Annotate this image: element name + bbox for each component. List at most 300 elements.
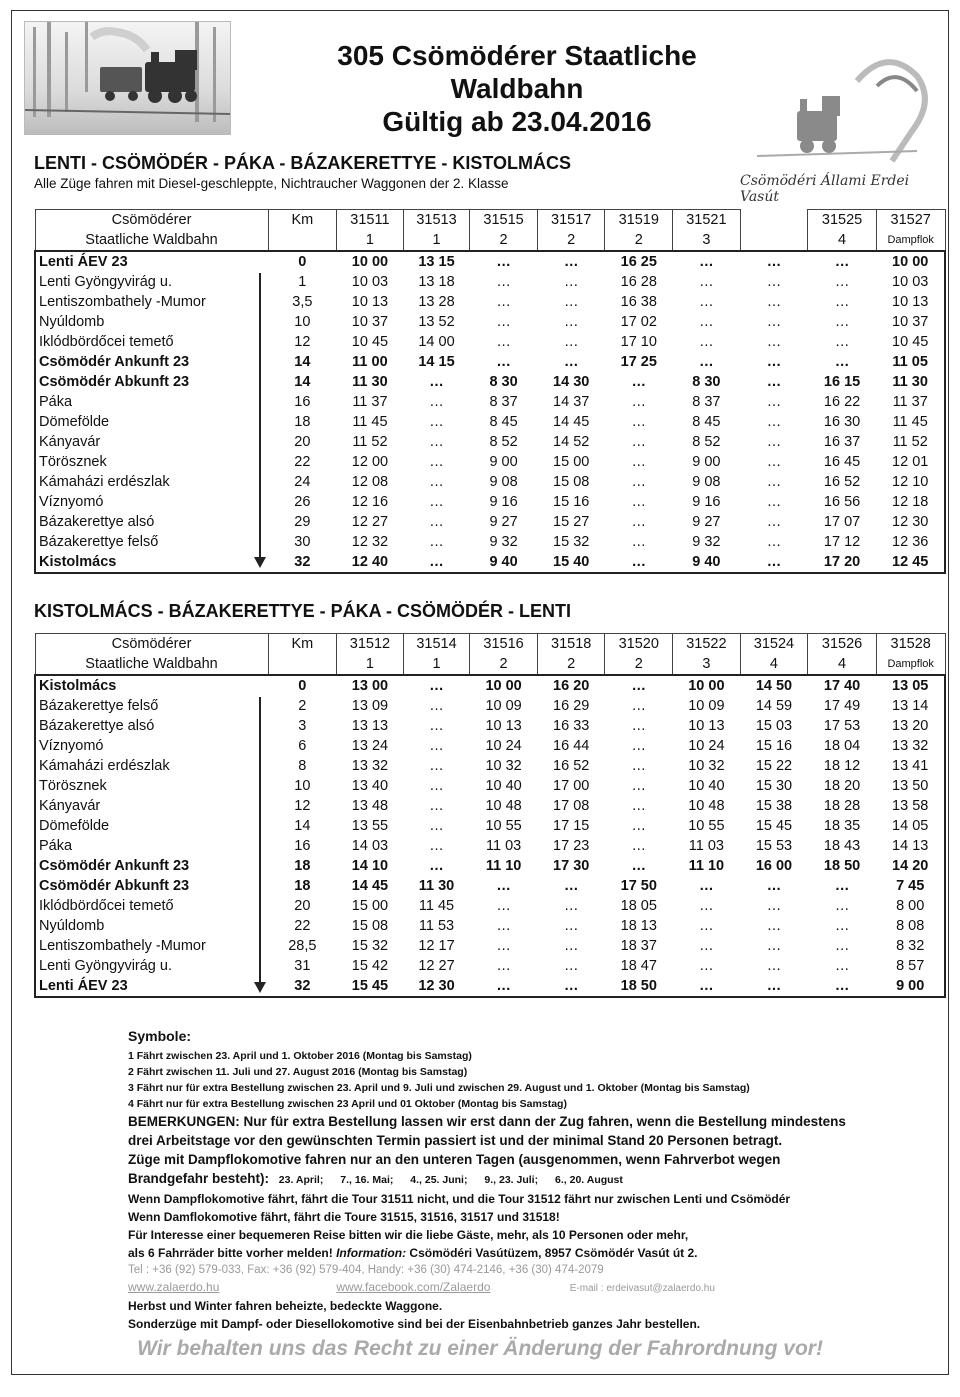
station-name: Dömefölde bbox=[35, 816, 268, 836]
station-name: Lentiszombathely -Mumor bbox=[35, 292, 268, 312]
header-train-cell: 31519 bbox=[605, 210, 673, 231]
time-cell: 13 40 bbox=[351, 778, 389, 794]
time-cell: 16 15 bbox=[823, 374, 861, 390]
table-row bbox=[35, 332, 945, 352]
time-cell: 9 16 bbox=[692, 494, 721, 510]
time-cell: … bbox=[403, 675, 470, 696]
table-row bbox=[35, 816, 945, 836]
header-train-cell: 3 bbox=[673, 654, 741, 675]
km-value: 1 bbox=[298, 274, 307, 290]
time-cell: 13 28 bbox=[418, 294, 455, 310]
km-value: 28,5 bbox=[288, 938, 317, 954]
time-cell: … bbox=[673, 251, 741, 272]
info-bicycles: als 6 Fahrräder bitte vorher melden! bbox=[128, 1246, 333, 1260]
header-train-cell: 1 bbox=[337, 230, 404, 251]
time-cell: 11 00 bbox=[352, 354, 388, 370]
table-row bbox=[35, 796, 945, 816]
time-cell: … bbox=[834, 274, 850, 290]
table-row bbox=[35, 392, 945, 412]
table-row bbox=[35, 956, 945, 976]
time-cell: … bbox=[563, 938, 579, 954]
time-cell: 9 32 bbox=[489, 534, 518, 550]
table-row bbox=[35, 292, 945, 312]
header-train-cell: 2 bbox=[605, 230, 673, 251]
time-cell: 15 16 bbox=[553, 494, 590, 510]
header-train-cell: 4 bbox=[808, 230, 877, 251]
time-cell: … bbox=[766, 414, 782, 430]
time-cell: … bbox=[563, 274, 579, 290]
time-cell: 13 05 bbox=[876, 675, 945, 696]
header-train-cell: 31528 bbox=[876, 634, 945, 655]
time-cell: 11 30 bbox=[418, 878, 455, 894]
time-cell: … bbox=[834, 918, 850, 934]
time-cell: 17 12 bbox=[823, 534, 861, 550]
symbols-heading: Symbole: bbox=[128, 1028, 192, 1044]
table-row bbox=[35, 512, 945, 532]
time-cell: 11 03 bbox=[485, 838, 522, 854]
time-cell: 15 45 bbox=[337, 976, 404, 997]
time-cell: 17 02 bbox=[620, 314, 657, 330]
table-row bbox=[35, 532, 945, 552]
time-cell: … bbox=[631, 394, 647, 410]
time-cell: 12 16 bbox=[351, 494, 389, 510]
header-railway-name: Csömödérer bbox=[35, 210, 268, 231]
links-line bbox=[128, 1279, 888, 1297]
time-cell: 18 50 bbox=[823, 858, 861, 874]
header-train-cell: 31522 bbox=[673, 634, 741, 655]
time-cell: 14 45 bbox=[553, 414, 590, 430]
station-name: Páka bbox=[35, 836, 268, 856]
time-cell: … bbox=[563, 878, 579, 894]
time-cell: … bbox=[631, 514, 647, 530]
time-cell: … bbox=[429, 454, 444, 470]
km-value: 6 bbox=[298, 738, 307, 754]
time-cell: … bbox=[496, 898, 511, 914]
time-cell: 10 37 bbox=[351, 314, 389, 330]
time-cell: … bbox=[766, 878, 782, 894]
time-cell: 12 32 bbox=[351, 534, 389, 550]
time-cell: … bbox=[699, 274, 714, 290]
steam-note-2: Wenn Damflokomotive fährt, fährt die Toure 31515, 31516, 31517 und 31518! bbox=[128, 1210, 560, 1224]
table-row bbox=[35, 836, 945, 856]
table-row bbox=[35, 876, 945, 896]
website-link[interactable]: www.zalaerdo.hu bbox=[128, 1280, 220, 1294]
time-cell: 10 24 bbox=[485, 738, 522, 754]
time-cell: … bbox=[563, 354, 579, 370]
time-cell: … bbox=[631, 718, 647, 734]
time-cell: 16 52 bbox=[823, 474, 861, 490]
time-cell: 8 08 bbox=[876, 916, 945, 936]
time-cell: … bbox=[834, 938, 850, 954]
time-cell: 13 09 bbox=[351, 698, 389, 714]
time-cell: 16 25 bbox=[605, 251, 673, 272]
steam-date: 23. April; bbox=[278, 1174, 324, 1186]
time-cell: 12 08 bbox=[351, 474, 389, 490]
notes-block bbox=[128, 1028, 888, 1333]
time-cell: … bbox=[631, 818, 647, 834]
time-cell: 12 27 bbox=[418, 958, 455, 974]
time-cell: … bbox=[537, 251, 605, 272]
time-cell: 18 12 bbox=[823, 758, 861, 774]
km-value: 14 bbox=[294, 354, 311, 370]
time-cell: … bbox=[470, 976, 538, 997]
time-cell: 10 37 bbox=[876, 312, 945, 332]
time-cell: 17 10 bbox=[620, 334, 657, 350]
time-cell: 14 45 bbox=[351, 878, 389, 894]
page-title bbox=[302, 39, 732, 138]
time-cell: … bbox=[766, 938, 782, 954]
station-name: Törösznek bbox=[35, 452, 268, 472]
header-train-cell: 4 bbox=[808, 654, 877, 675]
time-cell: … bbox=[429, 798, 444, 814]
time-cell: 18 35 bbox=[823, 818, 861, 834]
timetable-page bbox=[11, 10, 949, 1375]
km-value: 16 bbox=[294, 394, 311, 410]
time-cell: 15 40 bbox=[537, 552, 605, 573]
time-cell: … bbox=[631, 738, 647, 754]
time-cell: 17 08 bbox=[553, 798, 590, 814]
table-row bbox=[35, 976, 945, 997]
time-cell: 16 38 bbox=[620, 294, 657, 310]
time-cell: … bbox=[496, 938, 511, 954]
steam-train-photo bbox=[24, 21, 231, 135]
time-cell: 8 57 bbox=[876, 956, 945, 976]
table-row bbox=[35, 312, 945, 332]
time-cell: 16 56 bbox=[823, 494, 861, 510]
station-name: Nyúldomb bbox=[35, 916, 268, 936]
time-cell: 18 28 bbox=[823, 798, 861, 814]
remark-line-2: drei Arbeitstage vor den gewünschten Termin passiert ist und der minimal Stand 20 Personen betragt. bbox=[128, 1133, 783, 1148]
header-row bbox=[35, 654, 945, 675]
time-cell: 11 30 bbox=[876, 372, 945, 392]
time-cell: 8 37 bbox=[692, 394, 721, 410]
km-value: 3,5 bbox=[292, 294, 313, 310]
km-value: 24 bbox=[294, 474, 311, 490]
time-cell: 11 37 bbox=[352, 394, 388, 410]
table-row bbox=[35, 675, 945, 696]
km-value: 18 bbox=[294, 858, 311, 874]
header-train-cell: 2 bbox=[537, 230, 605, 251]
time-cell: 14 37 bbox=[553, 394, 590, 410]
table-row bbox=[35, 736, 945, 756]
station-name: Csömödér Ankunft 23 bbox=[35, 856, 268, 876]
time-cell: 11 53 bbox=[418, 918, 455, 934]
time-cell: 15 32 bbox=[351, 938, 389, 954]
time-cell: … bbox=[740, 552, 808, 573]
time-cell: 13 15 bbox=[403, 251, 470, 272]
header-row bbox=[35, 230, 945, 251]
time-cell: … bbox=[834, 334, 850, 350]
remark-line-3: Züge mit Dampflokomotive fahren nur an den unteren Tagen (ausgenommen, wenn Fahrverbot wegen bbox=[128, 1152, 781, 1167]
info-line-1: Für Interesse einer bequemeren Reise bitten wir die liebe Gäste, mehr, als 10 Personen oder mehr, bbox=[128, 1228, 689, 1242]
station-name: Dömefölde bbox=[35, 412, 268, 432]
time-cell: 18 43 bbox=[823, 838, 861, 854]
time-cell: … bbox=[834, 898, 850, 914]
time-cell: … bbox=[766, 514, 782, 530]
header-train-cell: 1 bbox=[403, 654, 470, 675]
time-cell: 16 28 bbox=[620, 274, 657, 290]
footnote-4: 4 Fährt nur für extra Bestellung zwischen 23 April und 01 Oktober (Montag bis Samstag) bbox=[128, 1098, 567, 1110]
time-cell: 14 59 bbox=[755, 698, 793, 714]
time-cell: 9 16 bbox=[489, 494, 518, 510]
time-cell: … bbox=[631, 758, 647, 774]
time-cell: … bbox=[766, 898, 782, 914]
time-cell: … bbox=[766, 354, 782, 370]
time-cell: 15 38 bbox=[755, 798, 793, 814]
time-cell: … bbox=[631, 858, 647, 874]
time-cell: … bbox=[766, 334, 782, 350]
time-cell: … bbox=[834, 314, 850, 330]
time-cell: 14 13 bbox=[876, 836, 945, 856]
footnote-1: 1 Fährt zwischen 23. April und 1. Oktober 2016 (Montag bis Samstag) bbox=[128, 1050, 472, 1062]
time-cell: 18 37 bbox=[620, 938, 657, 954]
time-cell: 13 32 bbox=[351, 758, 389, 774]
time-cell: 12 27 bbox=[351, 514, 389, 530]
time-cell: … bbox=[631, 798, 647, 814]
time-cell: … bbox=[429, 534, 444, 550]
time-cell: 9 27 bbox=[692, 514, 721, 530]
time-cell: 14 30 bbox=[553, 374, 590, 390]
time-cell: 13 55 bbox=[351, 818, 389, 834]
time-cell: 18 47 bbox=[620, 958, 657, 974]
time-cell: 10 45 bbox=[876, 332, 945, 352]
steam-date: 7., 16. Mai; bbox=[340, 1174, 394, 1186]
time-cell: 12 30 bbox=[403, 976, 470, 997]
facebook-link[interactable]: www.facebook.com/Zalaerdo bbox=[336, 1280, 491, 1294]
km-value: 18 bbox=[294, 414, 311, 430]
time-cell: … bbox=[429, 778, 444, 794]
time-cell: 11 03 bbox=[688, 838, 724, 854]
time-cell: 15 45 bbox=[755, 818, 793, 834]
time-cell: 13 00 bbox=[337, 675, 404, 696]
time-cell: 16 44 bbox=[553, 738, 590, 754]
time-cell: … bbox=[496, 918, 511, 934]
time-cell: … bbox=[766, 274, 782, 290]
time-cell: 10 03 bbox=[351, 274, 389, 290]
time-cell: … bbox=[429, 738, 444, 754]
time-cell: … bbox=[699, 918, 714, 934]
time-cell: 10 32 bbox=[688, 758, 725, 774]
time-cell: 18 20 bbox=[823, 778, 861, 794]
time-cell: … bbox=[631, 838, 647, 854]
time-cell: 15 03 bbox=[755, 718, 793, 734]
km-value: 20 bbox=[294, 434, 311, 450]
header-railway-name: Staatliche Waldbahn bbox=[35, 230, 268, 251]
contact-line: Tel : +36 (92) 579-033, Fax: +36 (92) 579-404, Handy: +36 (30) 474-2146, +36 (30) 474-2079 bbox=[128, 1264, 604, 1276]
time-cell: 17 53 bbox=[823, 718, 861, 734]
table-row bbox=[35, 916, 945, 936]
time-cell: … bbox=[766, 434, 782, 450]
time-cell: 13 52 bbox=[418, 314, 455, 330]
time-cell: 12 30 bbox=[876, 512, 945, 532]
time-cell: 9 00 bbox=[876, 976, 945, 997]
time-cell: 9 00 bbox=[692, 454, 721, 470]
header-km bbox=[268, 654, 337, 675]
time-cell: 10 13 bbox=[351, 294, 389, 310]
time-cell: 15 08 bbox=[351, 918, 389, 934]
time-cell: 10 48 bbox=[485, 798, 522, 814]
time-cell: … bbox=[766, 494, 782, 510]
time-cell: 12 17 bbox=[418, 938, 455, 954]
time-cell: … bbox=[605, 675, 673, 696]
time-cell: 18 05 bbox=[620, 898, 657, 914]
time-cell: 17 00 bbox=[553, 778, 590, 794]
time-cell: … bbox=[496, 314, 511, 330]
km-value: 22 bbox=[294, 918, 311, 934]
header-train-cell: 31525 bbox=[808, 210, 877, 231]
time-cell: … bbox=[429, 414, 444, 430]
time-cell: … bbox=[563, 294, 579, 310]
time-cell: … bbox=[766, 474, 782, 490]
station-name: Lenti ÁEV 23 bbox=[35, 251, 268, 272]
time-cell: 17 07 bbox=[823, 514, 861, 530]
time-cell: … bbox=[631, 494, 647, 510]
time-cell: … bbox=[496, 274, 511, 290]
station-name: Iklódbördőcei temető bbox=[35, 896, 268, 916]
header-train-cell: 31527 bbox=[876, 210, 945, 231]
time-cell: 14 50 bbox=[740, 675, 808, 696]
time-cell: 8 52 bbox=[692, 434, 721, 450]
time-cell: 10 55 bbox=[688, 818, 725, 834]
time-cell: 13 50 bbox=[876, 776, 945, 796]
time-cell: … bbox=[766, 918, 782, 934]
time-cell: … bbox=[537, 976, 605, 997]
time-cell: … bbox=[631, 698, 647, 714]
time-cell: 15 32 bbox=[553, 534, 590, 550]
time-cell: … bbox=[429, 514, 444, 530]
time-cell: … bbox=[766, 454, 782, 470]
header-train-cell: 31520 bbox=[605, 634, 673, 655]
header-train-cell: 1 bbox=[403, 230, 470, 251]
km-value: 32 bbox=[268, 552, 337, 573]
header-train-cell: 2 bbox=[470, 654, 538, 675]
section-1-note: Alle Züge fahren mit Diesel-geschleppte, Nichtraucher Waggonen der 2. Klasse bbox=[34, 176, 509, 191]
time-cell: 12 40 bbox=[337, 552, 404, 573]
time-cell: 8 37 bbox=[489, 394, 518, 410]
time-cell: 10 40 bbox=[688, 778, 725, 794]
time-cell: … bbox=[429, 494, 444, 510]
time-cell: … bbox=[699, 354, 714, 370]
time-cell: … bbox=[808, 251, 877, 272]
station-name: Lenti Gyöngyvirág u. bbox=[35, 956, 268, 976]
header-train-cell: 31511 bbox=[337, 210, 404, 231]
time-cell: 14 05 bbox=[876, 816, 945, 836]
header-train-cell bbox=[740, 230, 808, 251]
time-cell: … bbox=[631, 434, 647, 450]
steam-dates bbox=[279, 1174, 637, 1186]
section-1-title: LENTI - CSÖMÖDÉR - PÁKA - BÁZAKERETTYE - KISTOLMÁCS bbox=[34, 153, 571, 173]
time-cell: 10 40 bbox=[485, 778, 522, 794]
time-cell: 12 10 bbox=[876, 472, 945, 492]
time-cell: … bbox=[429, 818, 444, 834]
email-link[interactable]: E-mail : erdeivasut@zalaerdo.hu bbox=[569, 1283, 715, 1294]
time-cell: … bbox=[631, 778, 647, 794]
time-cell: 15 00 bbox=[351, 898, 389, 914]
time-cell: … bbox=[470, 251, 538, 272]
km-value: 2 bbox=[298, 698, 307, 714]
time-cell: 8 30 bbox=[489, 374, 518, 390]
table-row bbox=[35, 452, 945, 472]
time-cell: … bbox=[429, 394, 444, 410]
station-name: Bázakerettye felső bbox=[35, 532, 268, 552]
table-row bbox=[35, 936, 945, 956]
title-line-1: 305 Csömödérer Staatliche Waldbahn bbox=[337, 40, 697, 104]
time-cell: 10 09 bbox=[688, 698, 725, 714]
time-cell: … bbox=[429, 718, 444, 734]
header-km: Km bbox=[268, 210, 337, 231]
header-train-cell: 1 bbox=[337, 654, 404, 675]
time-cell: 16 22 bbox=[823, 394, 861, 410]
time-cell: 11 45 bbox=[876, 412, 945, 432]
time-cell: 16 52 bbox=[553, 758, 590, 774]
header-railway-name: Csömödérer bbox=[35, 634, 268, 655]
time-cell: … bbox=[429, 434, 444, 450]
footer-disclaimer: Wir behalten uns das Recht zu einer Änderung der Fahrordnung vor! bbox=[137, 1337, 823, 1360]
time-cell: 11 30 bbox=[352, 374, 388, 390]
time-cell: 16 20 bbox=[537, 675, 605, 696]
km-value: 0 bbox=[268, 675, 337, 696]
station-name: Csömödér Abkunft 23 bbox=[35, 876, 268, 896]
steam-date: 4., 25. Juni; bbox=[410, 1174, 468, 1186]
header-train-cell: 2 bbox=[470, 230, 538, 251]
time-cell: 12 18 bbox=[876, 492, 945, 512]
time-cell: … bbox=[766, 374, 782, 390]
timetable-return bbox=[34, 633, 946, 998]
station-name: Kányavár bbox=[35, 796, 268, 816]
info-label: Information: bbox=[336, 1246, 407, 1260]
time-cell: … bbox=[740, 976, 808, 997]
header-train-cell: 31517 bbox=[537, 210, 605, 231]
time-cell: … bbox=[631, 414, 647, 430]
time-cell: 10 09 bbox=[485, 698, 522, 714]
time-cell: 15 22 bbox=[755, 758, 793, 774]
header-train-cell: 4 bbox=[740, 654, 808, 675]
time-cell: … bbox=[834, 958, 850, 974]
time-cell: … bbox=[563, 918, 579, 934]
table-row bbox=[35, 251, 945, 272]
header-train-cell: Dampflok bbox=[876, 230, 945, 251]
time-cell: 11 52 bbox=[876, 432, 945, 452]
km-value: 3 bbox=[298, 718, 307, 734]
time-cell: 13 14 bbox=[876, 696, 945, 716]
remark-line-4 bbox=[128, 1169, 888, 1190]
title-line-2: Gültig ab 23.04.2016 bbox=[382, 106, 652, 137]
table-row bbox=[35, 896, 945, 916]
remark-line-1: BEMERKUNGEN: Nur für extra Bestellung lassen wir erst dann der Zug fahren, wenn die Bestellung mindestens bbox=[128, 1114, 846, 1129]
header-train-cell: 31515 bbox=[470, 210, 538, 231]
time-cell: 13 48 bbox=[351, 798, 389, 814]
header-train-cell: 31512 bbox=[337, 634, 404, 655]
time-cell: 8 32 bbox=[876, 936, 945, 956]
time-cell: … bbox=[766, 958, 782, 974]
time-cell: 12 00 bbox=[351, 454, 389, 470]
station-name: Törösznek bbox=[35, 776, 268, 796]
time-cell: … bbox=[496, 334, 511, 350]
time-cell: 12 45 bbox=[876, 552, 945, 573]
time-cell: 8 45 bbox=[489, 414, 518, 430]
header-train-cell: 31524 bbox=[740, 634, 808, 655]
header-train-cell: 31514 bbox=[403, 634, 470, 655]
station-name: Csömödér Abkunft 23 bbox=[35, 372, 268, 392]
time-cell: … bbox=[834, 354, 850, 370]
table-row bbox=[35, 716, 945, 736]
header-train-cell: Dampflok bbox=[876, 654, 945, 675]
table-row bbox=[35, 856, 945, 876]
time-cell: 10 32 bbox=[485, 758, 522, 774]
time-cell: … bbox=[429, 858, 444, 874]
time-cell: … bbox=[631, 374, 647, 390]
time-cell: 10 00 bbox=[470, 675, 538, 696]
